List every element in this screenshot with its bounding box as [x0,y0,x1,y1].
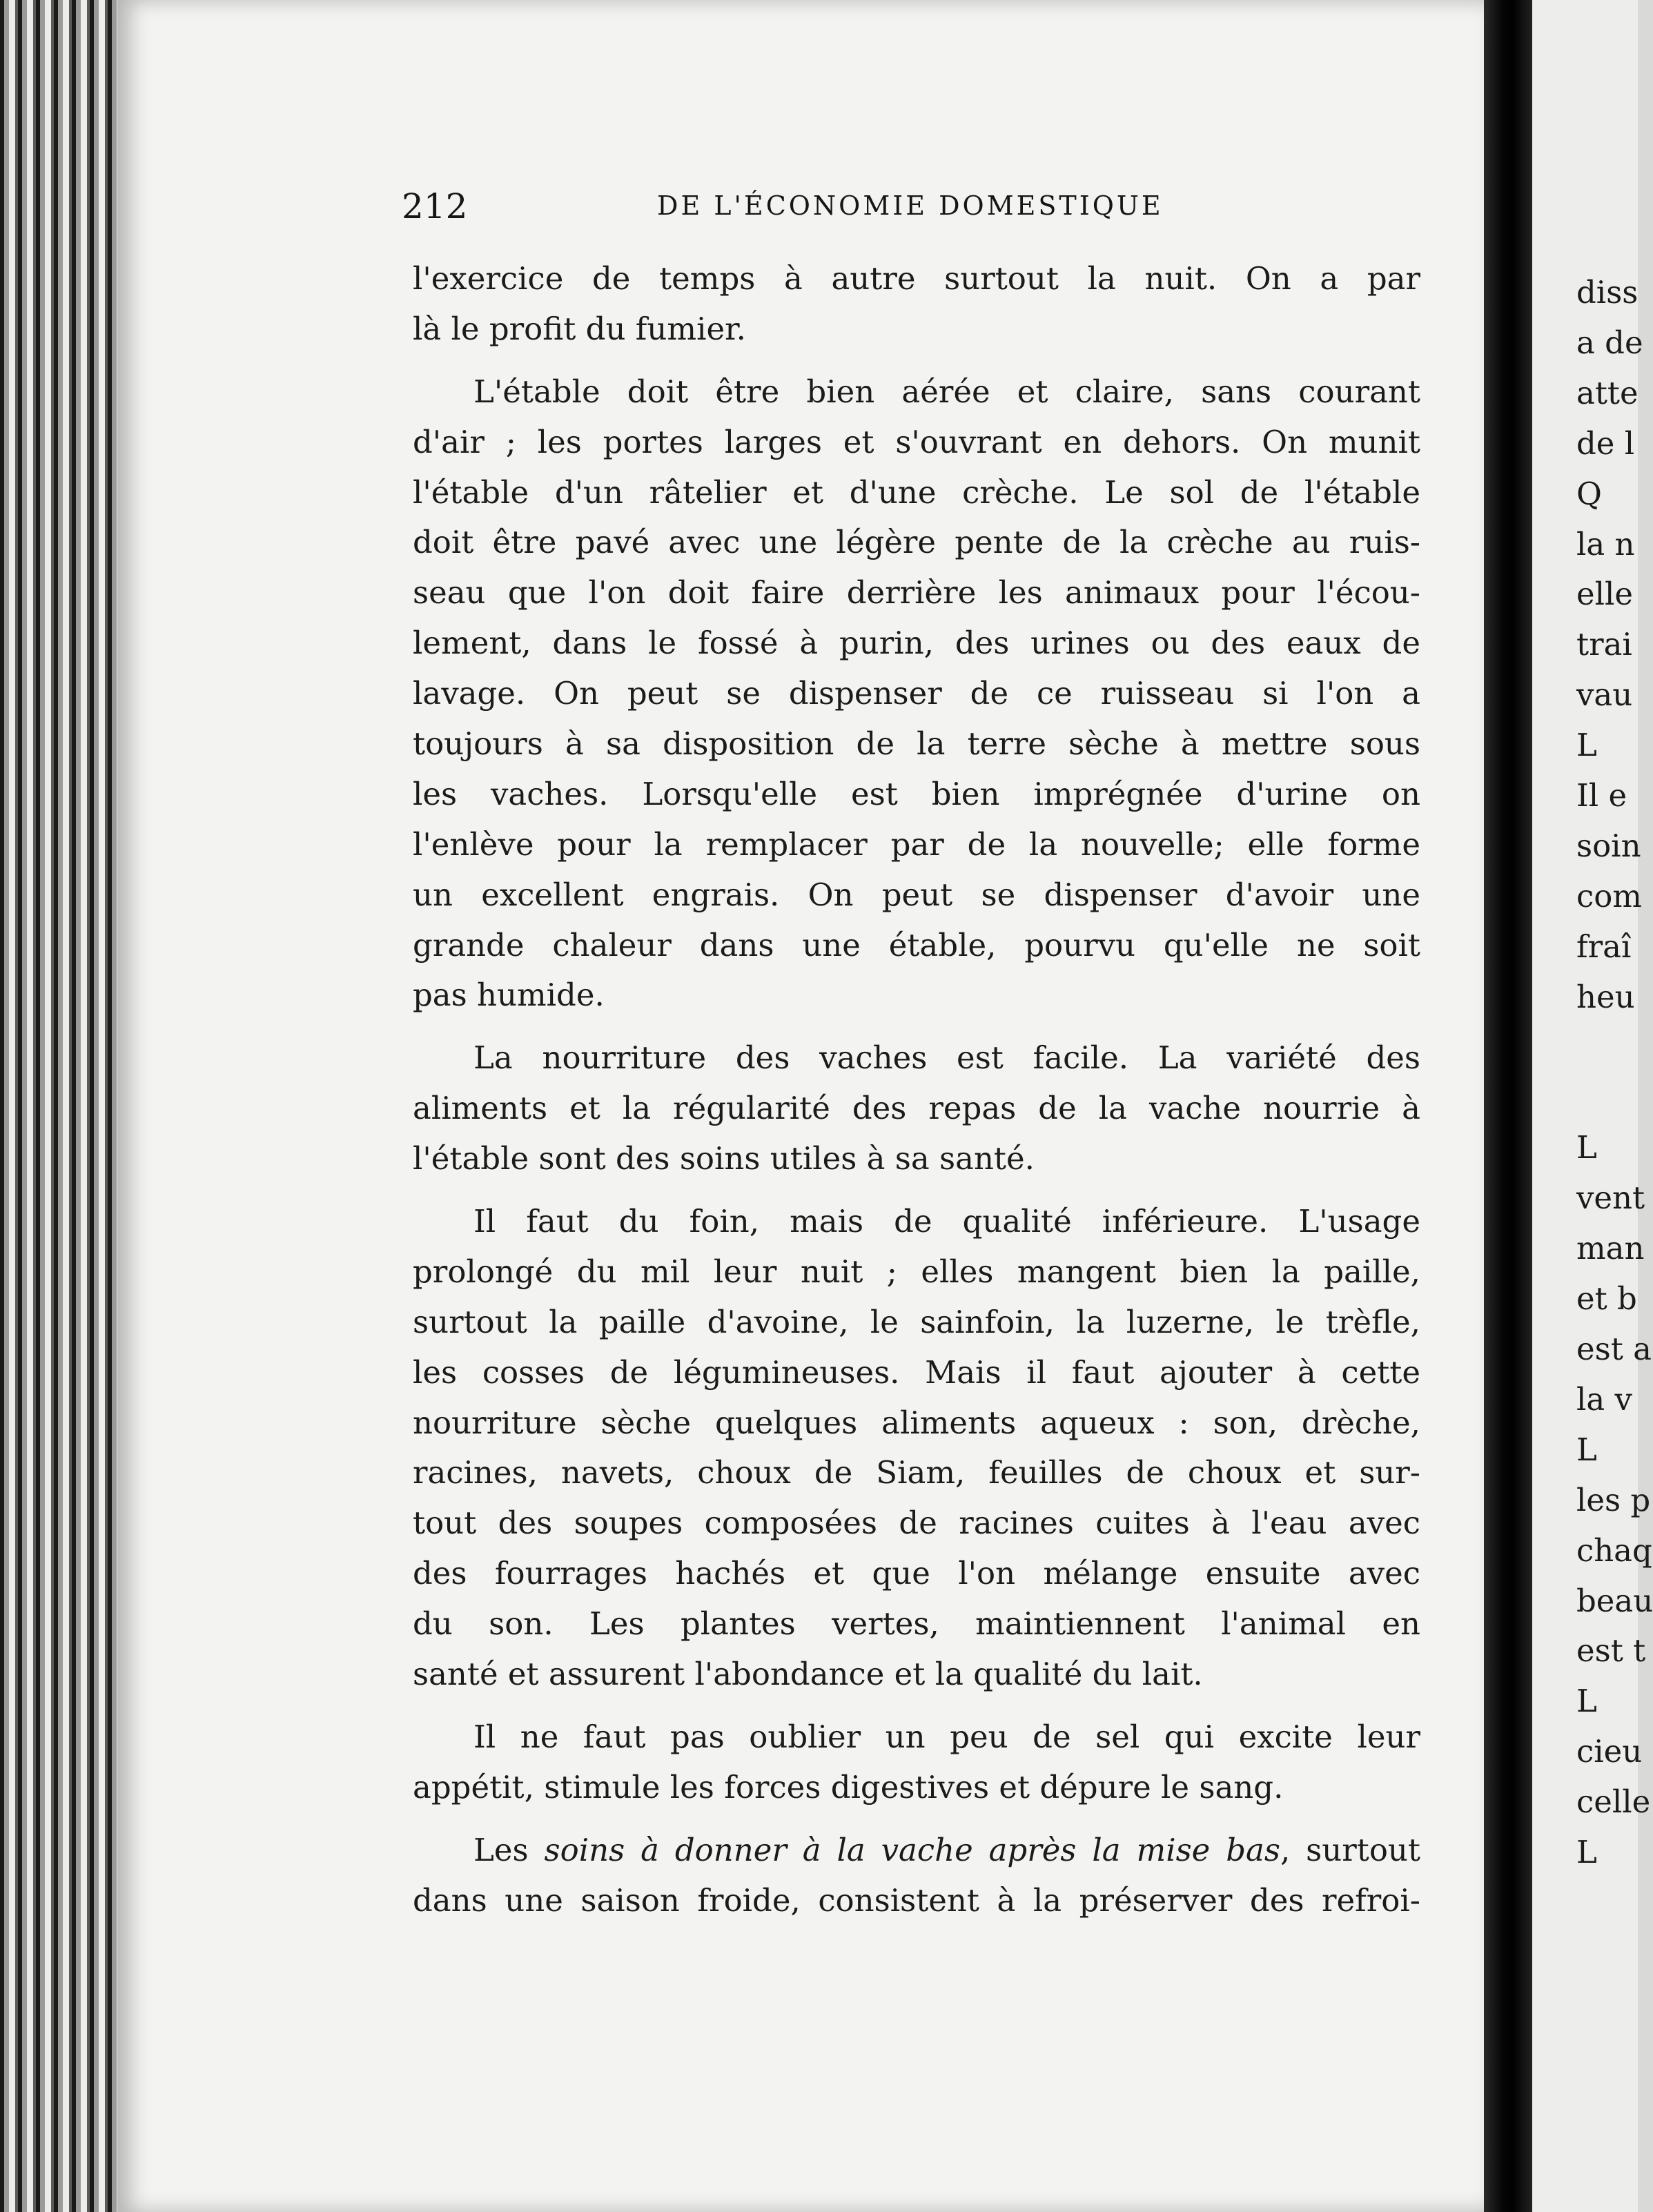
text-line: appétit, stimule les forces digestives et dépure le sang. [413,1768,1284,1805]
text-line: seau que l'on doit faire derrière les animaux pour l'écou- [413,574,1420,611]
text-line [413,1826,1420,1876]
page-edges [0,0,117,2212]
paragraph [413,1712,1420,1813]
text-line: grande chaleur dans une étable, pourvu qu'elle ne soit [413,926,1420,963]
paragraph [413,367,1420,1021]
text-line: du son. Les plantes vertes, maintiennent l'animal en [413,1605,1420,1643]
paragraph [413,1033,1420,1184]
text-line: l'exercice de temps à autre surtout la nuit. On a par [413,260,1420,297]
text-line: tout des soupes composées de racines cuites à l'eau avec [413,1505,1420,1542]
paragraph [413,254,1420,355]
text-line: lavage. On peut se dispenser de ce ruisseau si l'on a [413,675,1420,712]
text-line: dans une saison froide, consistent à la préserver des refroi- [413,1881,1420,1919]
text-line: aliments et la régularité des repas de la vache nourrie à [413,1090,1420,1127]
text-line: Il ne faut pas oublier un peu de sel qui excite leur [473,1718,1420,1755]
text-line: d'air ; les portes larges et s'ouvrant en dehors. On munit [413,423,1420,460]
text-line: La nourriture des vaches est facile. La variété des [473,1039,1420,1077]
running-title: DE L'ÉCONOMIE DOMESTIQUE [657,190,1164,221]
text-line: pas humide. [413,977,605,1014]
text-line: doit être pavé avec une légère pente de la crèche au ruis- [413,524,1420,561]
text-line: Il faut du foin, mais de qualité inférieure. L'usage [473,1203,1420,1240]
paragraph [413,1197,1420,1700]
text-line: surtout la paille d'avoine, le sainfoin, la luzerne, le trèfle, [413,1303,1420,1340]
text-line: les cosses de légumineuses. Mais il faut ajouter à cette [413,1353,1420,1391]
text-line: l'étable d'un râtelier et d'une crèche. Le sol de l'étable [413,473,1420,511]
book-spine [1484,0,1532,2212]
text-line: toujours à sa disposition de la terre sèche à mettre sous [413,725,1420,763]
text-line: L'étable doit être bien aérée et claire, sans courant [473,373,1420,410]
facing-page [1532,0,1653,2212]
text-line: les vaches. Lorsqu'elle est bien imprégnée d'urine on [413,775,1420,812]
text-line: santé et assurent l'abondance et la qualité du lait. [413,1656,1203,1693]
paragraph [413,1826,1420,1926]
facing-page-text: diss a de atte de l Q la n elle trai vau L Il e soin com fraî heu L vent man et b est a la v L les p chaq beau est t L cieu celle L [1576,274,1653,1871]
text-run: Les [473,1831,545,1868]
text-line: l'enlève pour la remplacer par de la nouvelle; elle forme [413,825,1420,863]
text-run: , surtout [1280,1831,1420,1868]
body-text [413,254,1420,1926]
italic-phrase: soins à donner à la vache après la mise bas [544,1831,1280,1868]
page-number: 212 [402,186,468,226]
text-line: des fourrages hachés et que l'on mélange ensuite avec [413,1555,1420,1592]
text-line: nourriture sèche quelques aliments aqueux : son, drèche, [413,1404,1420,1441]
text-line: prolongé du mil leur nuit ; elles mangent bien la paille, [413,1253,1420,1290]
text-line: l'étable sont des soins utiles à sa santé. [413,1140,1035,1177]
text-line: racines, navets, choux de Siam, feuilles de choux et sur- [413,1454,1420,1491]
text-line: un excellent engrais. On peut se dispenser d'avoir une [413,876,1420,913]
text-line: lement, dans le fossé à purin, des urines ou des eaux de [413,625,1420,662]
running-head [402,186,1437,235]
text-line: là le profit du fumier. [413,310,746,347]
